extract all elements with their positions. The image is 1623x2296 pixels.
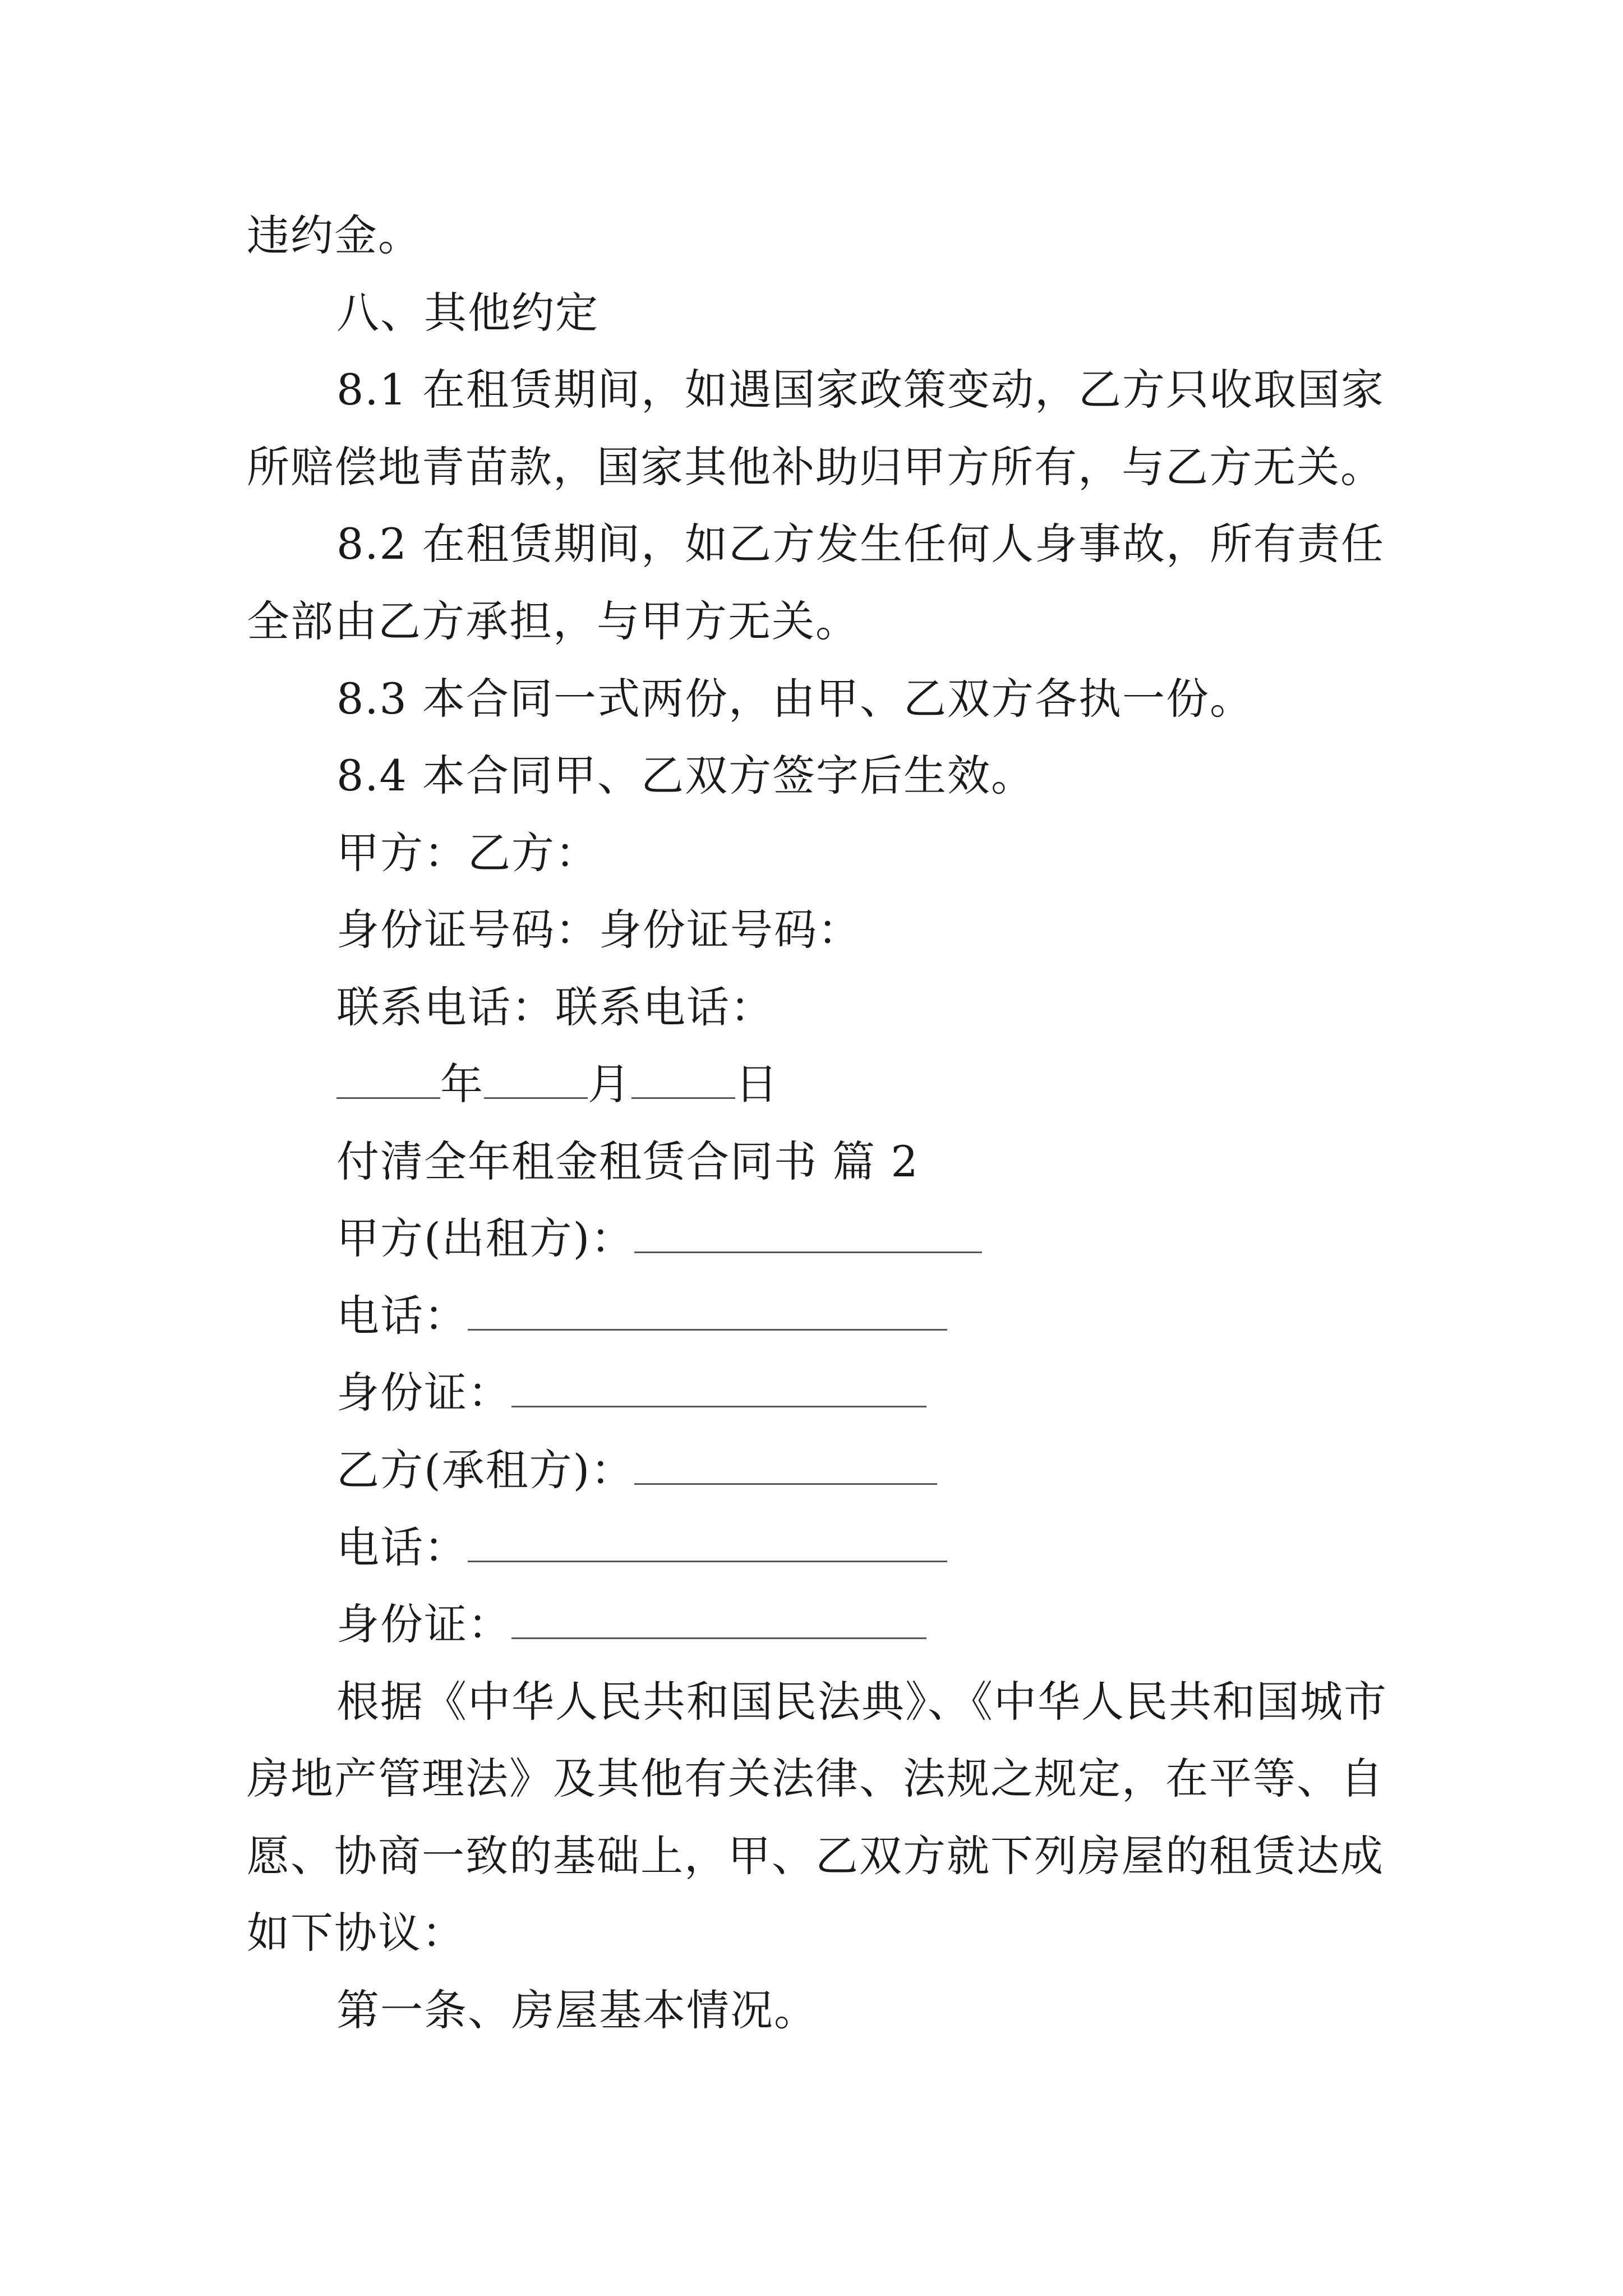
id-number-line: 身份证号码：身份证号码：	[336, 905, 861, 955]
contract-title: 付清全年租金租赁合同书 篇 2	[336, 1137, 919, 1186]
text-line: 如下协议：	[247, 1908, 465, 1958]
phone-line: 联系电话：联系电话：	[336, 982, 774, 1032]
lessor-field	[336, 1211, 982, 1267]
day-blank	[631, 1057, 735, 1099]
text-line: 8.4 本合同甲、乙双方签字后生效。	[336, 751, 1035, 800]
lessee-blank	[634, 1443, 937, 1485]
text-line: 违约金。	[247, 210, 422, 260]
date-line	[336, 1056, 779, 1112]
month-label: 月	[588, 1059, 631, 1109]
lessor-blank	[634, 1211, 982, 1253]
text-line: 8.2 在租赁期间，如乙方发生任何人身事故，所有责任	[336, 519, 1385, 569]
year-label: 年	[440, 1059, 484, 1109]
text-line: 8.3 本合同一式两份，由甲、乙双方各执一份。	[336, 674, 1254, 724]
lessor-label: 甲方(出租方)：	[336, 1213, 635, 1263]
article-heading: 第一条、房屋基本情况。	[336, 1985, 818, 2035]
lessor-phone-field	[336, 1288, 947, 1344]
lessor-phone-label: 电话：	[336, 1291, 468, 1341]
lessee-id-label: 身份证：	[336, 1599, 511, 1649]
lessee-phone-label: 电话：	[336, 1522, 468, 1572]
text-line: 根据《中华人民共和国民法典》、《中华人民共和国城市	[336, 1677, 1387, 1727]
signature-parties-line: 甲方：乙方：	[336, 828, 599, 878]
lessee-phone-blank	[468, 1520, 947, 1562]
day-label: 日	[735, 1059, 779, 1109]
section-heading: 八、其他约定	[336, 288, 599, 338]
month-blank	[484, 1057, 588, 1099]
text-line: 8.1 在租赁期间，如遇国家政策变动，乙方只收取国家	[336, 365, 1385, 415]
lessee-field	[336, 1442, 937, 1498]
lessee-label: 乙方(承租方)：	[336, 1445, 635, 1495]
text-line: 所赔偿地青苗款，国家其他补助归甲方所有，与乙方无关。	[247, 442, 1384, 492]
year-blank	[336, 1057, 440, 1099]
text-line: 房地产管理法》及其他有关法律、法规之规定，在平等、自	[247, 1754, 1384, 1803]
lessor-id-label: 身份证：	[336, 1368, 511, 1418]
text-line: 全部由乙方承担，与甲方无关。	[247, 596, 859, 646]
lessor-id-field	[336, 1365, 926, 1421]
lessor-phone-blank	[468, 1289, 947, 1331]
lessee-id-blank	[511, 1597, 926, 1639]
lessee-phone-field	[336, 1520, 947, 1576]
lessee-id-field	[336, 1596, 926, 1653]
text-line: 愿、协商一致的基础上，甲、乙双方就下列房屋的租赁达成	[247, 1831, 1384, 1881]
lessor-id-blank	[511, 1365, 926, 1407]
